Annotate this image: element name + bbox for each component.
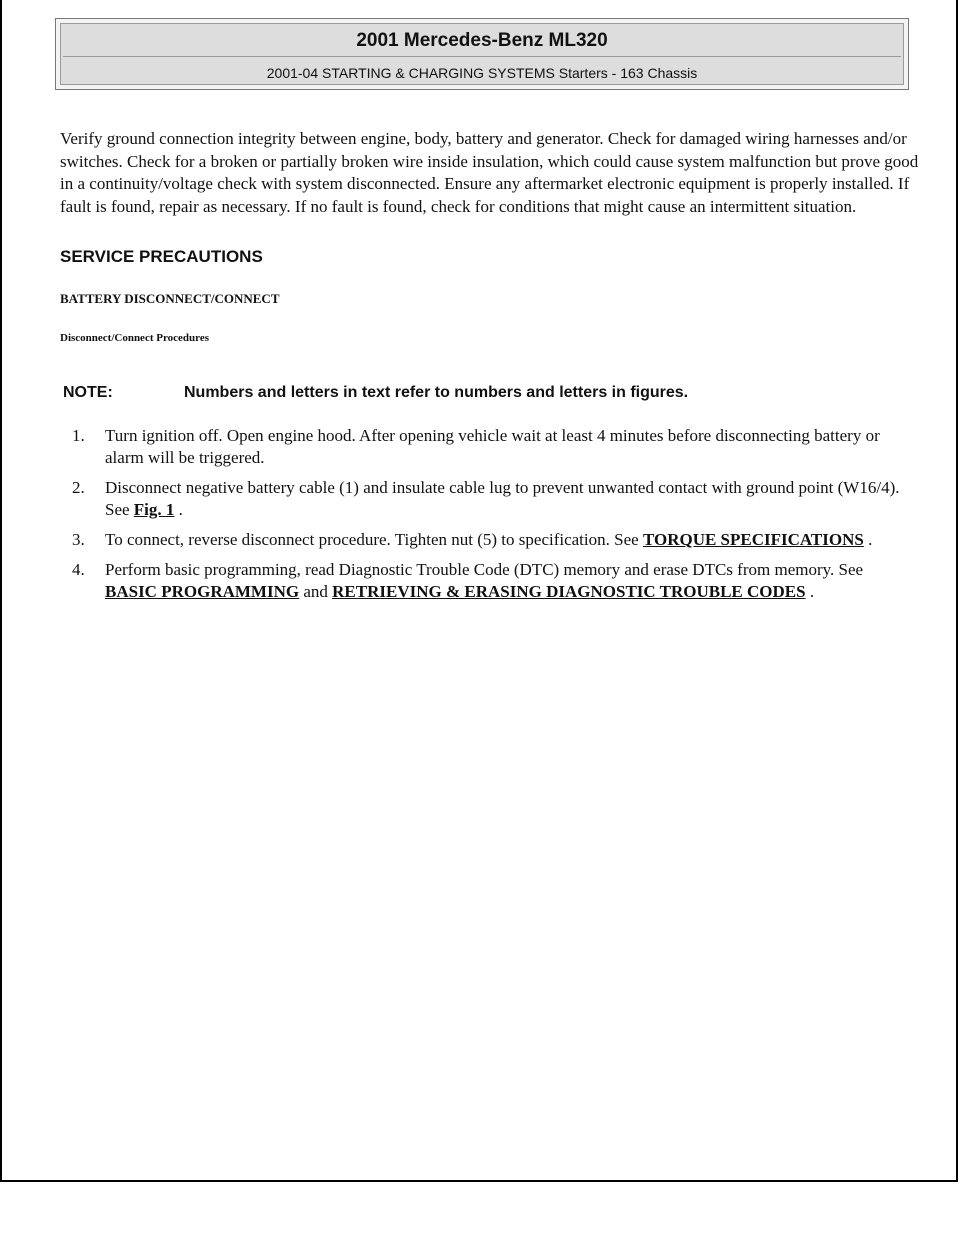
step-text: Turn ignition off. Open engine hood. After opening vehicle wait at least 4 minutes before disconnecting battery or alarm will be triggered. <box>105 426 880 467</box>
header-panel <box>60 23 904 85</box>
basic-programming-link[interactable]: BASIC PROGRAMMING <box>105 582 300 601</box>
step-2 <box>72 477 902 521</box>
note-text: Numbers and letters in text refer to numbers and letters in figures. <box>184 384 689 401</box>
note-box <box>63 382 783 406</box>
step-text-end: . <box>174 500 183 519</box>
step-text: Perform basic programming, read Diagnostic Trouble Code (DTC) memory and erase DTCs from memory. See <box>105 560 864 579</box>
section-heading: SERVICE PRECAUTIONS <box>60 247 263 266</box>
step-text-end: . <box>805 582 815 601</box>
subsubsection-heading: Disconnect/Connect Procedures <box>60 332 209 344</box>
step-text: Disconnect negative battery cable (1) and insulate cable lug to prevent unwanted contact with ground point (W16/4). See <box>105 478 900 519</box>
procedure-steps <box>72 425 902 611</box>
intro-paragraph: Verify ground connection integrity between engine, body, battery and generator. Check for damaged wiring harnesses and/or switches. Check for a broken or partially broken wire inside insulation, which could cause system malfunction but prove good in a continuity/voltage check with system disconnected. Ensure any aftermarket electronic equipment is properly installed. If fault is found, repair as necessary. If no fault is found, check for conditions that might cause an intermittent situation. <box>60 129 919 216</box>
subsection-heading: BATTERY DISCONNECT/CONNECT <box>60 291 280 306</box>
step-3 <box>72 529 902 551</box>
torque-specifications-link[interactable]: TORQUE SPECIFICATIONS <box>642 530 864 549</box>
note-label: NOTE: <box>63 384 113 401</box>
header-title: 2001 Mercedes-Benz ML320 <box>356 30 608 51</box>
step-text: To connect, reverse disconnect procedure. Tighten nut (5) to specification. See <box>105 530 643 549</box>
document-header <box>55 18 909 90</box>
document-body <box>60 128 920 346</box>
step-number: 3. <box>72 530 85 549</box>
header-divider <box>63 56 901 57</box>
fig-1-link[interactable]: Fig. 1 <box>133 500 175 519</box>
step-number: 2. <box>72 478 85 497</box>
step-1 <box>72 425 902 469</box>
retrieving-erasing-dtc-link[interactable]: RETRIEVING & ERASING DIAGNOSTIC TROUBLE CODES <box>332 582 806 601</box>
step-number: 4. <box>72 560 85 579</box>
step-text-mid: and <box>299 582 333 601</box>
step-4 <box>72 559 902 603</box>
step-number: 1. <box>72 426 85 445</box>
header-subtitle: 2001-04 STARTING & CHARGING SYSTEMS Starters - 163 Chassis <box>266 65 698 81</box>
step-text-end: . <box>863 530 873 549</box>
